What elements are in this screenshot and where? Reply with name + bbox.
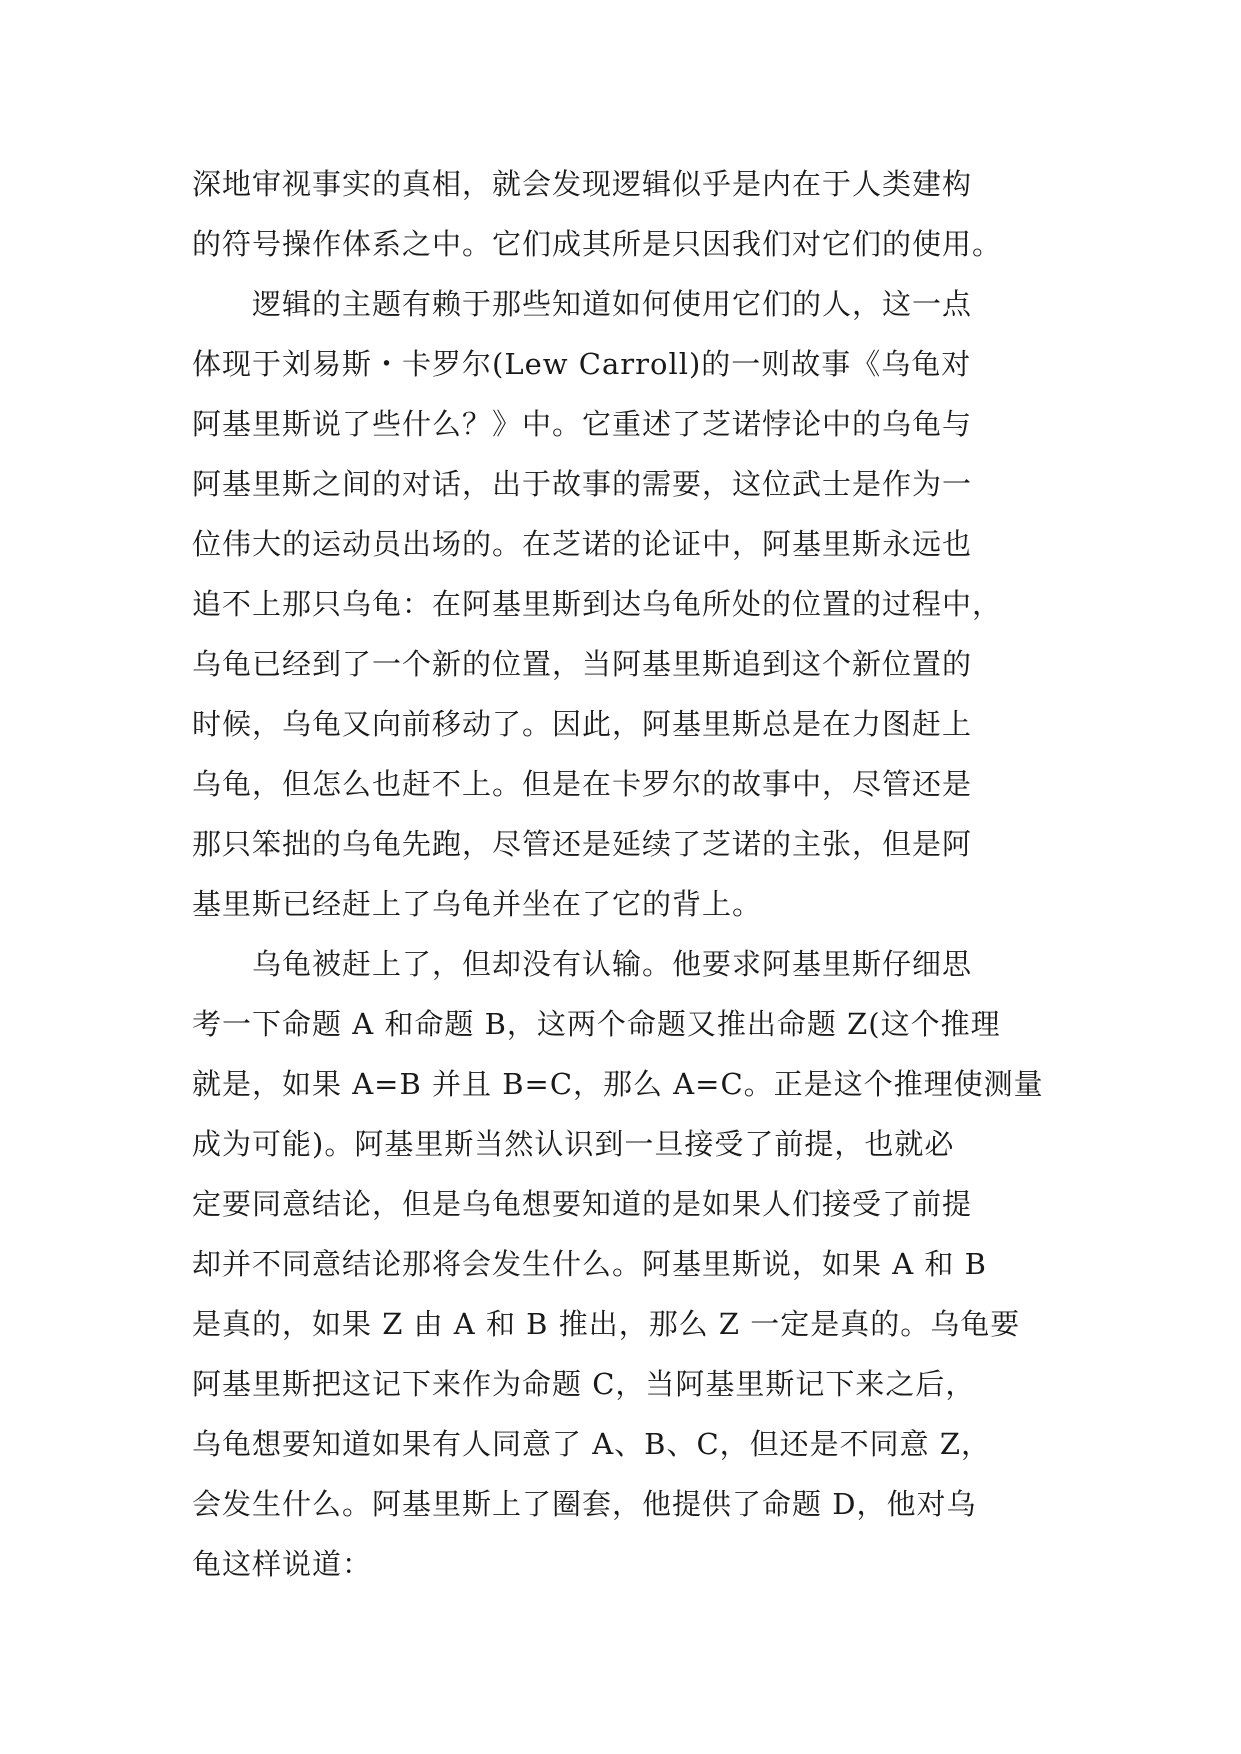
text-line: 就是，如果 A=B 并且 B=C，那么 A=C。正是这个推理使测量	[192, 1067, 1044, 1101]
text-line: 定要同意结论，但是乌龟想要知道的是如果人们接受了前提	[192, 1187, 973, 1221]
text-line: 阿基里斯说了些什么？》中。它重述了芝诺悖论中的乌龟与	[192, 407, 973, 441]
text-line: 阿基里斯把这记下来作为命题 C，当阿基里斯记下来之后，	[192, 1367, 976, 1401]
text-line: 乌龟，但怎么也赶不上。但是在卡罗尔的故事中，尽管还是	[192, 767, 973, 801]
text-line: 的符号操作体系之中。它们成其所是只因我们对它们的使用。	[192, 227, 1003, 261]
text-line: 体现于刘易斯・卡罗尔(Lew Carroll)的一则故事《乌龟对	[192, 347, 972, 381]
text-line: 乌龟想要知道如果有人同意了 A、B、C，但还是不同意 Z，	[192, 1427, 992, 1461]
text-line: 成为可能)。阿基里斯当然认识到一旦接受了前提，也就必	[192, 1127, 955, 1161]
text-line: 那只笨拙的乌龟先跑，尽管还是延续了芝诺的主张，但是阿	[192, 827, 973, 861]
text-line: 龟这样说道：	[192, 1547, 373, 1581]
text-line: 会发生什么。阿基里斯上了圈套，他提供了命题 D，他对乌	[192, 1487, 977, 1521]
text-line: 时候，乌龟又向前移动了。因此，阿基里斯总是在力图赶上	[192, 707, 973, 741]
text-line: 追不上那只乌龟：在阿基里斯到达乌龟所处的位置的过程中，	[192, 587, 1003, 621]
text-line: 阿基里斯之间的对话，出于故事的需要，这位武士是作为一	[192, 467, 973, 501]
text-line: 深地审视事实的真相，就会发现逻辑似乎是内在于人类建构	[192, 167, 973, 201]
text-line: 位伟大的运动员出场的。在芝诺的论证中，阿基里斯永远也	[192, 527, 973, 561]
text-line: 乌龟已经到了一个新的位置，当阿基里斯追到这个新位置的	[192, 647, 973, 681]
text-line: 逻辑的主题有赖于那些知道如何使用它们的人，这一点	[192, 287, 973, 321]
text-line: 却并不同意结论那将会发生什么。阿基里斯说，如果 A 和 B	[192, 1247, 987, 1281]
text-line: 基里斯已经赶上了乌龟并坐在了它的背上。	[192, 887, 763, 921]
text-line: 是真的，如果 Z 由 A 和 B 推出，那么 Z 一定是真的。乌龟要	[192, 1307, 1021, 1341]
text-line: 考一下命题 A 和命题 B，这两个命题又推出命题 Z(这个推理	[192, 1007, 1001, 1041]
text-line: 乌龟被赶上了，但却没有认输。他要求阿基里斯仔细思	[192, 947, 973, 981]
